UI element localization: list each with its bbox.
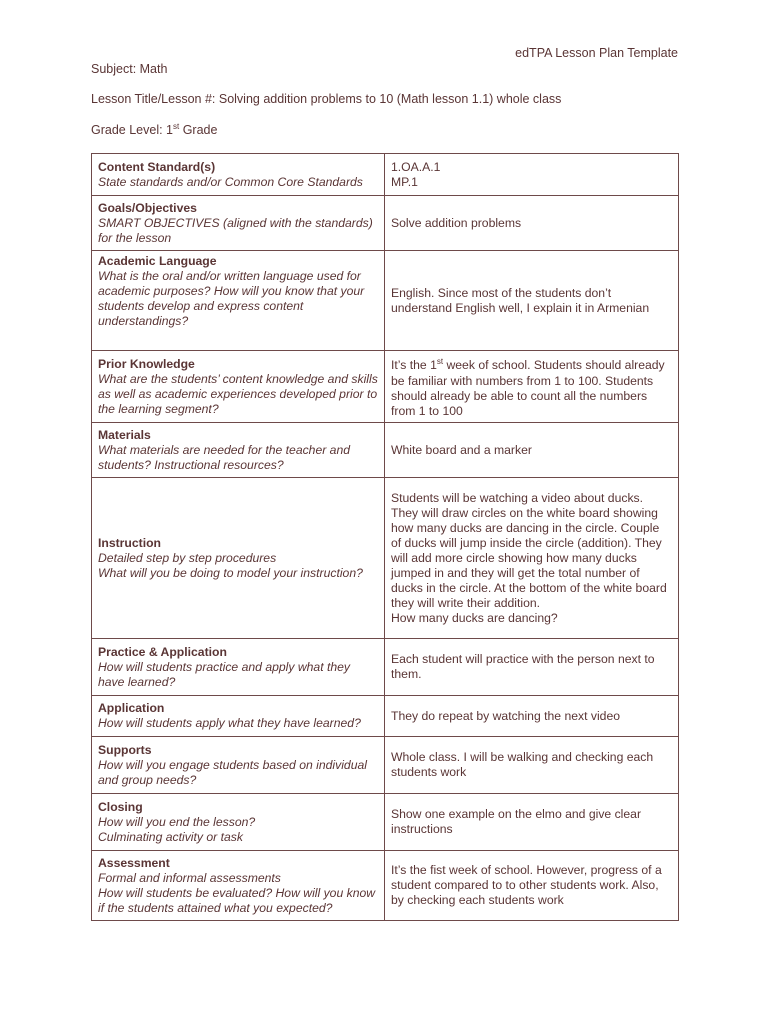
row-content-standards xyxy=(92,154,679,196)
grade-suffix: Grade xyxy=(179,123,218,138)
row-value: Show one example on the elmo and give clear instructions xyxy=(391,807,641,836)
row-label-cell xyxy=(92,351,385,423)
row-description: Formal and informal assessments xyxy=(98,870,281,885)
row-goals-objectives xyxy=(92,196,679,251)
value-suffix: week of school. Students should already be familiar with numbers from 1 to 100. Students should already be able to count all the numbers from 1 to 100 xyxy=(391,358,665,418)
row-value-cell xyxy=(385,737,679,794)
row-description: Culminating activity or task xyxy=(98,829,243,844)
row-title: Prior Knowledge xyxy=(98,356,195,371)
row-description: Detailed step by step procedures xyxy=(98,550,277,565)
row-description: How will students be evaluated? How will you know if the students attained what you expected? xyxy=(98,885,376,915)
row-title: Assessment xyxy=(98,855,170,870)
row-label-cell xyxy=(92,478,385,639)
row-value: White board and a marker xyxy=(391,442,532,457)
lesson-title-line: Lesson Title/Lesson #: Solving addition problems to 10 (Math lesson 1.1) whole class xyxy=(91,92,562,106)
value-sup: st xyxy=(436,357,444,367)
row-assessment xyxy=(92,851,679,921)
row-value-cell xyxy=(385,794,679,851)
row-value-cell xyxy=(385,154,679,196)
row-value-cell xyxy=(385,639,679,696)
row-description: What is the oral and/or written language used for academic purposes? How will you know that your students develop and express content understandings? xyxy=(98,269,365,328)
row-label-cell xyxy=(92,154,385,196)
row-title: Academic Language xyxy=(98,254,217,268)
row-label-cell xyxy=(92,851,385,921)
row-title: Goals/Objectives xyxy=(98,200,197,215)
value-prefix: It’s the 1 xyxy=(391,358,437,373)
row-value: How many ducks are dancing? xyxy=(391,610,558,625)
row-title: Application xyxy=(98,701,165,715)
row-label-cell xyxy=(92,794,385,851)
row-practice-application xyxy=(92,639,679,696)
subject-line: Subject: Math xyxy=(91,62,168,76)
row-description: What are the students’ content knowledge and skills as well as academic experiences developed prior to the learning segment? xyxy=(98,371,378,416)
row-materials xyxy=(92,423,679,478)
row-value-cell xyxy=(385,423,679,478)
row-value: Each student will practice with the person next to them. xyxy=(391,652,655,681)
row-value: Solve addition problems xyxy=(391,215,522,230)
row-value-cell xyxy=(385,351,679,423)
row-value: They do repeat by watching the next video xyxy=(391,708,620,723)
row-value: It’s the fist week of school. However, progress of a student compared to to other students work. Also, by checking each students work xyxy=(391,863,662,907)
row-title: Instruction xyxy=(98,535,161,550)
row-description: How will you end the lesson? xyxy=(98,814,256,829)
row-supports xyxy=(92,737,679,794)
row-value: Students will be watching a video about ducks. They will draw circles on the white board showing how many ducks are dancing in the circle. Couple of ducks will jump inside the circle (addition). They will add more circle showing how many ducks jumped in and they will get the total number of ducks in the circle. At the bottom of the white board they will write their addition. xyxy=(391,490,667,610)
row-value-cell xyxy=(385,251,679,351)
lesson-plan-table xyxy=(91,153,679,921)
row-application xyxy=(92,696,679,737)
row-closing xyxy=(92,794,679,851)
grade-sup: st xyxy=(173,122,180,131)
row-academic-language xyxy=(92,251,679,351)
row-title: Practice & Application xyxy=(98,644,227,659)
row-label-cell xyxy=(92,639,385,696)
row-prior-knowledge xyxy=(92,351,679,423)
row-label-cell xyxy=(92,251,385,351)
grade-prefix: Grade Level: 1 xyxy=(91,123,173,138)
row-description: How will students practice and apply what they have learned? xyxy=(98,659,351,689)
row-label-cell xyxy=(92,423,385,478)
row-value: Whole class. I will be walking and checking each students work xyxy=(391,750,654,779)
row-value-cell xyxy=(385,196,679,251)
row-description: What will you be doing to model your instruction? xyxy=(98,565,363,580)
row-value xyxy=(391,354,672,418)
row-description: How will you engage students based on individual and group needs? xyxy=(98,757,367,787)
template-title: edTPA Lesson Plan Template xyxy=(515,46,678,60)
row-description: How will students apply what they have learned? xyxy=(98,716,361,730)
row-description: SMART OBJECTIVES (aligned with the standards) for the lesson xyxy=(98,215,373,245)
row-value: 1.OA.A.1 xyxy=(391,159,441,174)
row-value: MP.1 xyxy=(391,174,418,189)
row-title: Materials xyxy=(98,427,151,442)
row-value-cell xyxy=(385,478,679,639)
row-value-cell xyxy=(385,851,679,921)
row-value: English. Since most of the students don’t understand English well, I explain it in Armenian xyxy=(391,285,650,315)
row-value-cell xyxy=(385,696,679,737)
row-title: Closing xyxy=(98,799,143,814)
row-label-cell xyxy=(92,196,385,251)
row-title: Content Standard(s) xyxy=(98,159,216,174)
row-description: What materials are needed for the teacher and students? Instructional resources? xyxy=(98,442,351,472)
row-label-cell xyxy=(92,696,385,737)
row-instruction xyxy=(92,478,679,639)
row-title: Supports xyxy=(98,742,152,757)
row-label-cell xyxy=(92,737,385,794)
grade-level-line xyxy=(91,122,217,137)
row-description: State standards and/or Common Core Standards xyxy=(98,174,363,189)
